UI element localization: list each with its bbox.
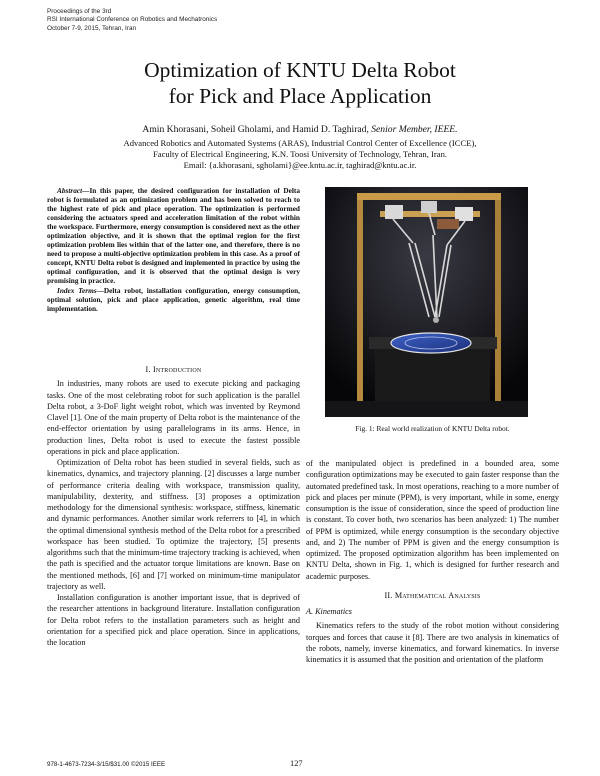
delta-robot-photo: [325, 187, 528, 417]
proceedings-header: [47, 8, 217, 33]
motor-right: [455, 207, 473, 221]
frame-top-beam: [357, 193, 501, 200]
affiliation-line-1: Advanced Robotics and Automated Systems (ARAS), Industrial Control Center of Excellence (ICCE),: [123, 138, 477, 148]
paper-title: [0, 57, 600, 109]
section-title: Introduction: [152, 365, 202, 374]
proceedings-line-2: RSI International Conference on Robotics and Mechatronics: [47, 16, 218, 24]
intro-paragraph-3: Installation configuration is another important issue, that is deprived of the researcher attentions in background literature. Installation configuration for Delta robot refers to the installation parameters such as height and orientation for a specified pick and place operation. Since in applications, the location: [47, 593, 300, 647]
abstract-body: In this paper, the desired configuration for installation of Delta robot is formulated as an optimization problem and has been solved to reach to the highest rate of pick and place operation. The optimization is performed considering the actuators speed and acceleration limitation of the robot within the workspace. Furthermore, energy consumption is considered next as the other optimization objective, and it is shown that the optimal region for the first optimization problem lies within that of the latter one, and therefore, there is no need to propose a multi-objective optimization problem in this case. As a proof of concept, KNTU Delta robot is designed and implemented in practice by using the optimal configuration, and it is observed that the optimal design is very promising in practice.: [47, 186, 300, 286]
section-heading-introduction: [47, 364, 300, 375]
right-column-text: [306, 458, 559, 665]
motor-left: [385, 205, 403, 219]
robot-table: [375, 347, 490, 402]
section-number: II.: [384, 590, 393, 600]
kinematics-paragraph: Kinematics refers to the study of the robot motion without considering torques and forces that cause it [8]. There are two analysis in kinematics of the robots, namely, inverse kinematics, and forward kinematics. In inverse kinematics it is assumed that the position and orientation of the platform: [306, 621, 559, 664]
figure-caption: Fig. 1: Real world realization of KNTU Delta robot.: [355, 424, 510, 433]
section-heading-analysis: [306, 590, 559, 601]
intro-continuation: of the manipulated object is predefined in a bounded area, some configuration optimizations may be executed to gain faster response than the automated predefined task. In most operations, reaching to a more number of pick and places per minute (PPM), is very important, while in some, energy consumption is the issue of consideration, since the speed of production line is constant. To cover both, two scenarios has been analyzed: 1) The number of PPM is optimized, while energy consumption is the secondary objective and, and 2) The number of PPM is given and the energy consumption is optimized. The proposed optimization algorithm has been implemented on KNTU Delta, shown in Fig. 1, which is designed for further research and academic purposes.: [306, 459, 559, 581]
abstract-paragraph: Abstract—In this paper, the desired configuration for installation of Delta robot is formulated as an optimization problem and has been solved to reach to the highest rate of pick and place operation. The optimization is performed considering the actuators speed and acceleration limitation of the robot within the workspace. Furthermore, energy consumption is considered next as the other optimization objective, and it is shown that the optimal region for the first optimization problem lies within that of the latter one, and therefore, there is no need to propose a multi-objective optimization problem in this case. As a proof of concept, KNTU Delta robot is designed and implemented in practice by using the optimal configuration, and it is observed that the optimal design is very promising in practice.: [47, 186, 300, 286]
abstract-label: Abstract: [57, 186, 83, 195]
index-terms-body: Delta robot, installation configuration, energy consumption, optimal solution, pick and place application, genetic algorithm, real time implementation.: [47, 285, 300, 313]
author-names: Amin Khorasani, Soheil Gholami, and Hamid D. Taghirad,: [142, 124, 369, 135]
frame-post-right: [495, 193, 501, 403]
section-number: I.: [145, 365, 151, 374]
proceedings-line-1: Proceedings of the 3rd: [47, 8, 112, 15]
delta-robot-illustration: [325, 187, 528, 417]
floor: [325, 401, 528, 417]
motor-center: [421, 201, 437, 213]
mount-block: [437, 219, 459, 229]
intro-paragraph-1: In industries, many robots are used to execute picking and packaging tasks. One of the most celebrating robot for such application is the parallel Delta robot, a 3-DoF light weight robot, which was invented by Reymond Clavel [1]. One of the main property of Delta robot is the maintenance of the end-effector orientation by using parallelograms in its arms. Hence, in production lines, Delta robot is used to execute the fastest possible operations in pick and place application.: [47, 379, 300, 456]
affiliation: [0, 138, 600, 171]
author-list: [0, 124, 600, 136]
affiliation-email: Email: {a.khorasani, sgholami}@ee.kntu.ac.ir, taghirad@kntu.ac.ir.: [183, 160, 417, 170]
introduction-section: [47, 364, 300, 648]
title-line-2: for Pick and Place Application: [168, 84, 432, 108]
end-effector: [433, 317, 439, 323]
section-title: Mathematical Analysis: [394, 590, 481, 600]
title-line-1: Optimization of KNTU Delta Robot: [144, 58, 456, 82]
index-terms-label: Index Terms: [57, 285, 97, 295]
subsection-heading-kinematics: A. Kinematics: [306, 607, 352, 616]
intro-paragraph-2: Optimization of Delta robot has been studied in several fields, such as kinematics, dynamics, and trajectory planning. [2] discusses a large number of performance criteria dealing with workspace, transmission quality, manipulability, dexterity, and stiffness. [3] proposes a optimization methodology for the dimensional synthesis: workspace, stiffness, kinematic and dynamic performances. Another similar work referrers to [4], in which the optimal dimensional synthesis method of the Delta robot for a prescribed workspace has been studied. To optimize the trajectory, [5] presents algorithms such that the minimum-time trajectory tracking is achieved, when the path is specified and the actuator torque limitations are known. Base on the mentioned methods, [6] and [7] worked on minimum-time manipulator trajectory as well.: [47, 458, 300, 591]
proceedings-line-3: October 7-9, 2015, Tehran, Iran: [47, 24, 137, 32]
author-membership: Senior Member, IEEE.: [371, 124, 458, 135]
page-number: 127: [290, 759, 303, 768]
abstract-block: [47, 186, 300, 313]
affiliation-line-2: Faculty of Electrical Engineering, K.N. Toosi University of Technology, Tehran, Iran.: [152, 149, 448, 159]
index-terms: Index Terms—Delta robot, installation configuration, energy consumption, optimal solution, pick and place application, genetic algorithm, real time implementation.: [47, 285, 300, 313]
frame-post-left: [357, 193, 363, 403]
footer-isbn: 978-1-4673-7234-3/15/$31.00 ©2015 IEEE: [47, 761, 166, 768]
